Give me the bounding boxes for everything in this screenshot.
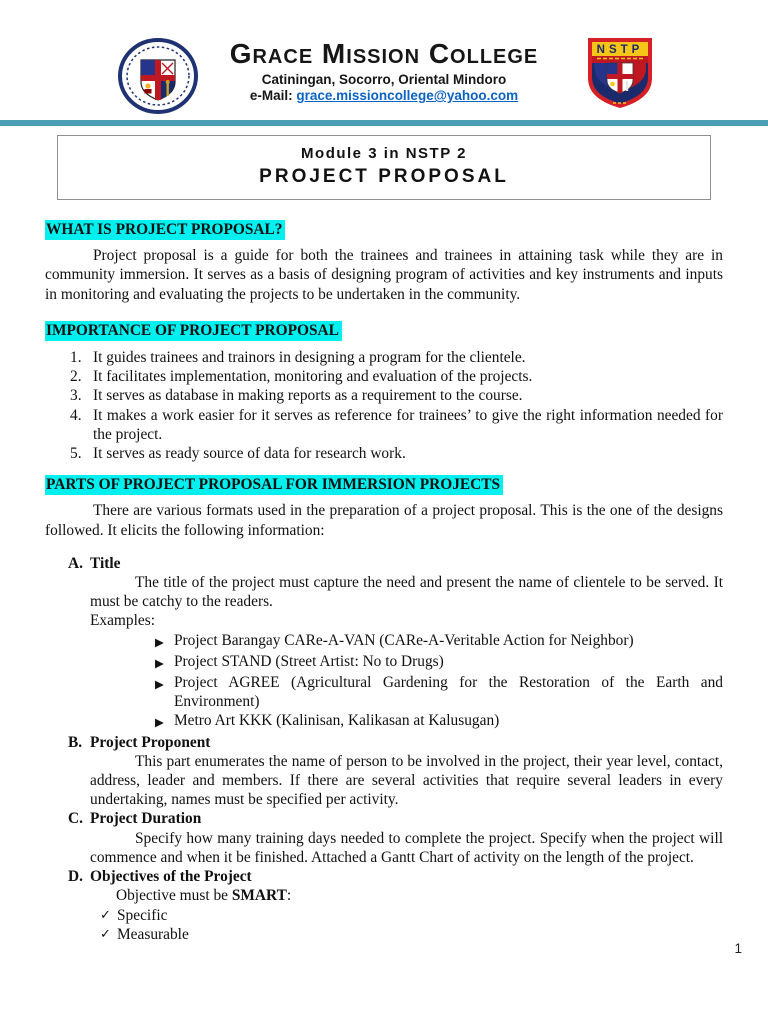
list-item (70, 386, 723, 405)
section-importance (45, 321, 723, 341)
list-number: 1. (70, 349, 82, 367)
nstp-shield-badge-icon (583, 34, 657, 117)
letter-label: B. (68, 733, 83, 751)
example-item (155, 673, 723, 711)
heading-importance: IMPORTANCE OF PROJECT PROPOSAL (45, 321, 342, 341)
example-text: Metro Art KKK (Kalinisan, Kalikasan at Kalusugan) (174, 712, 500, 730)
list-item (70, 444, 723, 463)
paragraph-parts-intro: There are various formats used in the preparation of a project proposal. This is the one of the designs followed. It elicits the following information: (45, 502, 723, 539)
arrow-bullet-icon: ▶ (155, 634, 164, 649)
college-name: Grace Mission College (229, 38, 539, 69)
smart-checklist (45, 906, 723, 944)
letter-item-d (68, 867, 723, 886)
letter-item-a (68, 554, 723, 573)
letter-label: D. (68, 868, 83, 886)
letter-item-b (68, 733, 723, 752)
letter-title: Objectives of the Project (90, 868, 252, 886)
heading-what-is: WHAT IS PROJECT PROPOSAL? (45, 220, 285, 240)
arrow-bullet-icon: ▶ (155, 655, 164, 670)
checklist-item (100, 906, 723, 925)
check-mark-icon: ✓ (100, 907, 111, 923)
examples-label: Examples: (90, 612, 155, 630)
example-text: Project STAND (Street Artist: No to Drugs) (174, 652, 444, 670)
email-line (160, 88, 608, 103)
list-item (70, 348, 723, 367)
list-item (70, 367, 723, 386)
heading-parts: PARTS OF PROJECT PROPOSAL FOR IMMERSION PROJECTS (45, 475, 503, 495)
check-mark-icon: ✓ (100, 926, 111, 942)
section-parts (45, 475, 723, 495)
list-item (70, 406, 723, 444)
arrow-bullet-icon: ▶ (155, 677, 164, 692)
letter-label: C. (68, 810, 83, 828)
objective-smart-line (116, 886, 723, 905)
example-text: Project AGREE (Agricultural Gardening for the Restoration of the Earth and Environment) (174, 674, 723, 711)
module-title-box (57, 135, 711, 200)
examples-list (45, 631, 723, 733)
page-number: 1 (734, 941, 742, 956)
list-number: 5. (70, 445, 82, 463)
module-subtitle: Module 3 in NSTP 2 (301, 145, 467, 162)
email-label: e-Mail: (249, 88, 293, 104)
example-text: Project Barangay CARe-A-VAN (CARe-A-Veritable Action for Neighbor) (174, 631, 634, 649)
paragraph-what-is: Project proposal is a guide for both the trainees and trainees in attaining task while they are in community immersion. It serves as a basis of designing program of activities and key instruments and inputs in monitoring and evaluating the projects to be undertaken in the community. (45, 247, 723, 303)
example-item (155, 631, 723, 652)
paragraph-proponent-body: This part enumerates the name of person to be involved in the project, their year level, contact, address, leader and members. If there are several activities that require several leaders in every undertaking, names must be specified per activity. (90, 752, 723, 809)
document-body (45, 220, 723, 944)
list-item-text: It facilitates implementation, monitoring and evaluation of the projects. (93, 368, 533, 386)
letter-label: A. (68, 554, 83, 572)
page-header (0, 0, 768, 120)
arrow-bullet-icon: ▶ (155, 715, 164, 730)
email-link[interactable]: grace.missioncollege@yahoo.com (296, 88, 519, 104)
letter-title: Title (90, 554, 121, 572)
list-number: 3. (70, 387, 82, 405)
header-text-block (160, 38, 608, 103)
letter-title: Project Duration (90, 810, 202, 828)
checklist-item (100, 925, 723, 944)
importance-list (45, 348, 723, 463)
checklist-text: Measurable (117, 925, 189, 943)
paragraph-duration-body: Specify how many training days needed to complete the project. Specify when the project will commence and when it be finished. Attached a Gantt Chart of activity on the length of the project. (90, 829, 723, 866)
list-item-text: It serves as database in making reports as a requirement to the course. (93, 387, 523, 405)
paragraph-title-body: The title of the project must capture the need and present the name of clientele to be served. It must be catchy to the readers. (90, 574, 723, 611)
list-item-text: It serves as ready source of data for research work. (93, 445, 406, 463)
objective-suffix: : (286, 887, 292, 905)
objective-prefix: Objective must be (116, 887, 232, 905)
list-number: 2. (70, 368, 82, 386)
letter-title: Project Proponent (90, 733, 211, 751)
list-item-text: It guides trainees and trainors in designing a program for the clientele. (93, 349, 526, 367)
letter-item-c (68, 809, 723, 828)
example-item (155, 652, 723, 673)
module-title: PROJECT PROPOSAL (259, 166, 509, 187)
college-address: Catiningan, Socorro, Oriental Mindoro (261, 72, 507, 88)
list-item-text: It makes a work easier for it serves as reference for trainees’ to give the right information needed for the project. (93, 406, 723, 443)
checklist-text: Specific (117, 906, 168, 924)
nstp-acronym: NSTP (596, 44, 644, 56)
list-number: 4. (70, 406, 82, 424)
objective-smart: SMART (231, 887, 287, 905)
example-item (155, 711, 723, 732)
section-what-is (45, 220, 723, 240)
